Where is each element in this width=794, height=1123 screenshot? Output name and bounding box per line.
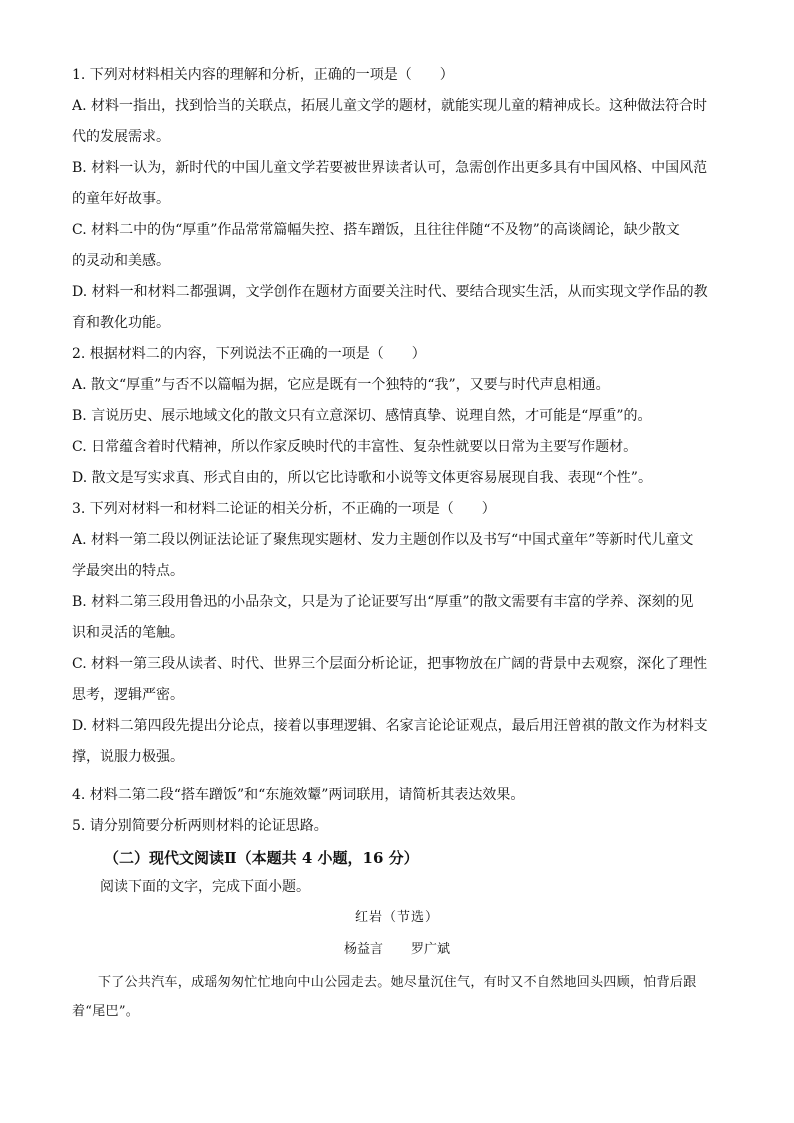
option-b-line2: 的童年好故事。	[72, 191, 170, 207]
question-stem: 4. 材料二第二段“搭车蹭饭”和“东施效颦”两词联用，请简析其表达效果。	[72, 787, 525, 803]
option-c-line2: 的灵动和美感。	[72, 253, 170, 269]
section-heading: （二）现代文阅读Ⅱ（本题共 4 小题，16 分）	[104, 849, 419, 867]
story-paragraph: 下了公共汽车，成瑶匆匆忙忙地向中山公园走去。她尽量沉住气，有时又不自然地回头四顾，怕背后跟着“尾巴”。	[72, 975, 697, 1019]
author-name: 杨益言	[343, 942, 383, 957]
option-a-line2: 代的发展需求。	[72, 129, 170, 145]
story-title: 红岩（节选）	[354, 910, 439, 925]
question-2	[72, 339, 722, 494]
question-stem: 3. 下列对材料一和材料二论证的相关分析，不正确的一项是（ ）	[72, 501, 496, 517]
option-c-line1: C. 材料二中的伪“厚重”作品常常篇幅失控、搭车蹭饭，且往往伴随“不及物”的高谈阔论，缺少散文	[72, 222, 680, 238]
option-a-line1: A. 材料一第二段以例证法论证了聚焦现实题材、发力主题创作以及书写“中国式童年”等新时代儿童文	[72, 532, 694, 548]
option-d-line1: D. 材料一和材料二都强调，文学创作在题材方面要关注时代、要结合现实生活，从而实现文学作品的教	[72, 284, 708, 300]
option-d-line1: D. 材料二第四段先提出分论点，接着以事理逻辑、名家言论论证观点，最后用汪曾祺的散文作为材料支	[72, 718, 708, 734]
option-c-line2: 思考，逻辑严密。	[72, 687, 184, 703]
option-a-line1: A. 材料一指出，找到恰当的关联点，拓展儿童文学的题材，就能实现儿童的精神成长。这种做法符合时	[72, 98, 708, 114]
option-a: A. 散文“厚重”与否不以篇幅为据，它应是既有一个独特的“我”，又要与时代声息相通。	[72, 377, 610, 393]
option-b-line1: B. 材料一认为，新时代的中国儿童文学若要被世界读者认可，急需创作出更多具有中国风格、中国风范	[72, 160, 708, 176]
option-d: D. 散文是写实求真、形式自由的，所以它比诗歌和小说等文体更容易展现自我、表现“个性”。	[72, 470, 652, 486]
question-1	[72, 60, 722, 339]
option-c-line1: C. 材料一第三段从读者、时代、世界三个层面分析论证，把事物放在广阔的背景中去观察，深化了理性	[72, 656, 708, 672]
option-c: C. 日常蕴含着时代精神，所以作家反映时代的丰富性、复杂性就要以日常为主要写作题材。	[72, 439, 638, 455]
option-b-line2: 识和灵活的笔触。	[72, 625, 184, 641]
author-name: 罗广斌	[411, 942, 451, 957]
option-b-line1: B. 材料二第三段用鲁迅的小品杂文，只是为了论证要写出“厚重”的散文需要有丰富的学养、深刻的见	[72, 594, 694, 610]
question-5	[72, 811, 722, 842]
question-stem: 5. 请分别简要分析两则材料的论证思路。	[72, 818, 328, 834]
question-stem: 2. 根据材料二的内容，下列说法不正确的一项是（ ）	[72, 346, 426, 362]
question-4	[72, 780, 722, 811]
option-d-line2: 育和教化功能。	[72, 315, 170, 331]
option-a-line2: 学最突出的特点。	[72, 563, 184, 579]
option-d-line2: 撑，说服力极强。	[72, 749, 184, 765]
story-authors	[0, 938, 794, 962]
section-instruction: 阅读下面的文字，完成下面小题。	[100, 879, 310, 895]
question-stem: 1. 下列对材料相关内容的理解和分析，正确的一项是（ ）	[72, 67, 454, 83]
option-b: B. 言说历史、展示地域文化的散文只有立意深切、感情真挚、说理自然，才可能是“厚重”的。	[72, 408, 652, 424]
question-3	[72, 494, 722, 773]
